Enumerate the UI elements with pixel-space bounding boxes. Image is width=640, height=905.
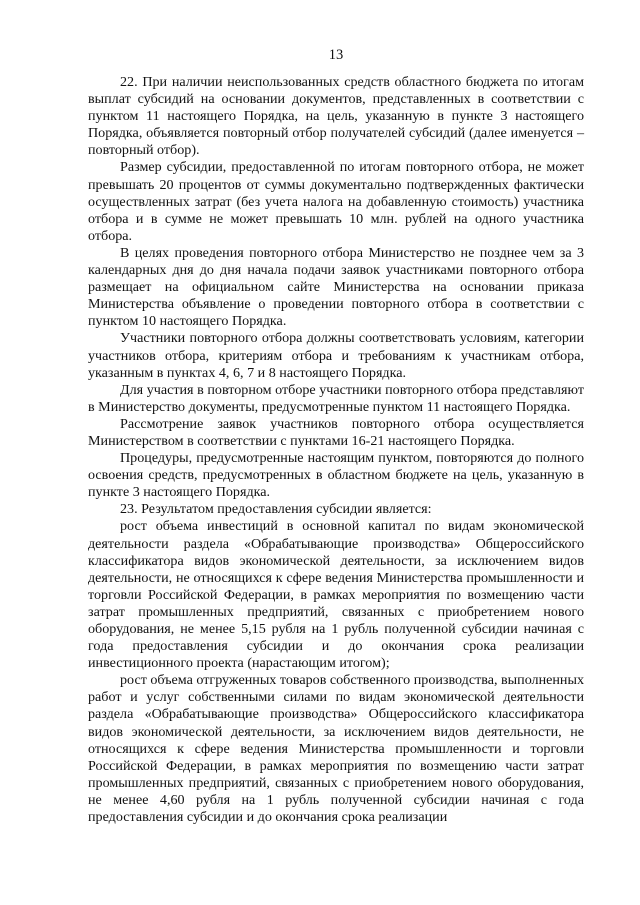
paragraph-investment-growth: рост объема инвестиций в основной капитал по видам экономической деятельности раздела «Обрабатывающие производства» Общероссийского классификатора видов экономической деятельности, за исключением видов деятельности, не относящихся к сфере ведения Министерства промышленности и торговли Российской Федерации, в рамках мероприятия по возмещению части затрат промышленных предприятий, связанных с приобретением нового оборудования, не менее 5,15 рубля на 1 рубль полученной субсидии начиная с года предоставления субсидии и до окончания срока реализации инвестиционного проекта (нарастающим итогом); (88, 518, 584, 672)
paragraph-procedures-repeat: Процедуры, предусмотренные настоящим пунктом, повторяются до полного освоения средств, предусмотренных в областном бюджете на цель, указанную в пункте 3 настоящего Порядка. (88, 450, 584, 501)
paragraph-shipment-growth: рост объема отгруженных товаров собственного производства, выполненных работ и услуг собственными силами по видам экономической деятельности раздела «Обрабатывающие производства» Общероссийского классификатора видов экономической деятельности, за исключением видов деятельности, не относящихся к сфере ведения Министерства промышленности и торговли Российской Федерации, в рамках мероприятия по возмещению части затрат промышленных предприятий, связанных с приобретением нового оборудования, не менее 4,60 рубля на 1 рубль полученной субсидии начиная с года предоставления субсидии и до окончания срока реализации (88, 672, 584, 826)
paragraph-23: 23. Результатом предоставления субсидии является: (120, 501, 432, 518)
page-number: 13 (328, 47, 344, 63)
paragraph-22: 22. При наличии неиспользованных средств областного бюджета по итогам выплат субсидий на основании документов, представленных в соответствии с пунктом 11 настоящего Порядка, на цель, указанную в пункте 3 настоящего Порядка, объявляется повторный отбор получателей субсидий (далее именуется – повторный отбор). (88, 74, 584, 159)
paragraph-participants-requirements: Участники повторного отбора должны соответствовать условиям, категории участников отбора, критериям отбора и требованиям к участникам отбора, указанным в пунктах 4, 6, 7 и 8 настоящего Порядка. (88, 330, 584, 381)
paragraph-announcement: В целях проведения повторного отбора Министерство не позднее чем за 3 календарных дня до дня начала подачи заявок участниками повторного отбора размещает на официальном сайте Министерства на основании приказа Министерства объявление о проведении повторного отбора в соответствии с пунктом 10 настоящего Порядка. (88, 244, 584, 330)
paragraph-review: Рассмотрение заявок участников повторного отбора осуществляется Министерством в соответствии с пунктами 16-21 настоящего Порядка. (88, 415, 584, 449)
paragraph-subsidy-size: Размер субсидии, предоставленной по итогам повторного отбора, не может превышать 20 процентов от суммы документально подтвержденных фактически осуществленных затрат (без учета налога на добавленную стоимость) участника отбора и в сумме не может превышать 10 млн. рублей на одного участника отбора. (88, 159, 584, 244)
paragraph-documents: Для участия в повторном отборе участники повторного отбора представляют в Министерство документы, предусмотренные пунктом 11 настоящего Порядка. (88, 381, 584, 415)
